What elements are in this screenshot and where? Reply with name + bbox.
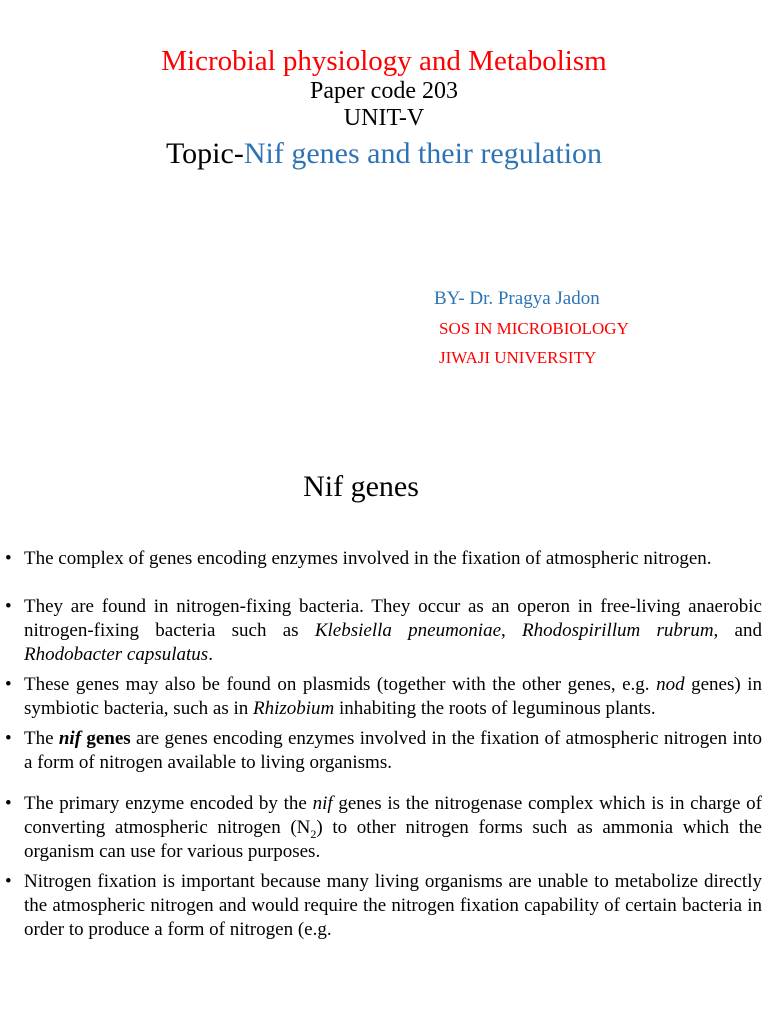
bullet-item [0, 870, 768, 942]
unit-label: UNIT-V [343, 105, 425, 131]
bullet-text: , and [713, 620, 762, 641]
species-name: Rhodobacter capsulatus [24, 644, 209, 665]
author-university: JIWAJI UNIVERSITY [439, 348, 597, 367]
bullet-text: The primary enzyme encoded by the [24, 793, 313, 814]
title-block [0, 44, 768, 174]
topic-value: Nif genes and their regulation [243, 137, 603, 170]
species-name: Rhodospirillum rubrum [522, 620, 714, 641]
author-name: BY- Dr. Pragya Jadon [434, 288, 600, 309]
bullet-text: The complex of genes encoding enzymes involved in the fixation of atmospheric nitrogen. [24, 548, 712, 569]
bullet-item [0, 547, 768, 571]
bullet-text-bold: genes [81, 728, 131, 749]
species-name: Klebsiella pneumoniae [314, 620, 502, 641]
course-title: Microbial physiology and Metabolism [161, 45, 607, 77]
bullet-text: , [501, 620, 523, 641]
bullet-text: The [24, 728, 59, 749]
section-heading: Nif genes [303, 470, 419, 503]
bullet-item [0, 727, 768, 775]
bullet-list [0, 547, 768, 952]
bullet-item [0, 792, 768, 864]
gene-name: nod [656, 674, 685, 695]
gene-name: nif [58, 728, 82, 749]
subscript: 2 [310, 826, 317, 841]
bullet-item [0, 595, 768, 667]
author-department: SOS IN MICROBIOLOGY [439, 319, 629, 338]
genus-name: Rhizobium [253, 698, 335, 719]
gene-name: nif [312, 793, 333, 814]
bullet-text: Nitrogen fixation is important because many living organisms are unable to metabolize directly the atmospheric nitrogen and would require the nitrogen fixation capability of certain bacteria in order to produce a form of nitrogen (e.g. [24, 871, 762, 940]
bullet-text: . [208, 644, 213, 665]
topic-line [0, 134, 768, 174]
bullet-text: These genes may also be found on plasmids (together with the other genes, e.g. [24, 674, 657, 695]
bullet-text: are genes encoding enzymes involved in the fixation of atmospheric nitrogen into a form of nitrogen available to living organisms. [24, 728, 762, 773]
bullet-text: genes is the nitrogenase complex which is in charge of converting atmospheric nitrogen (N [24, 793, 762, 838]
paper-code: Paper code 203 [310, 78, 458, 104]
bullet-text: They are found in nitrogen-fixing bacteria. They occur as an operon in free-living anaerobic nitrogen-fixing bacteria such as [24, 596, 762, 641]
bullet-text: ) to other nitrogen forms such as ammonia which the organism can use for various purposes. [24, 817, 762, 862]
bullet-text: genes) in symbiotic bacteria, such as in [24, 674, 762, 719]
bullet-item [0, 673, 768, 721]
bullet-text: inhabiting the roots of leguminous plants. [334, 698, 656, 719]
topic-prefix: Topic- [165, 137, 244, 170]
